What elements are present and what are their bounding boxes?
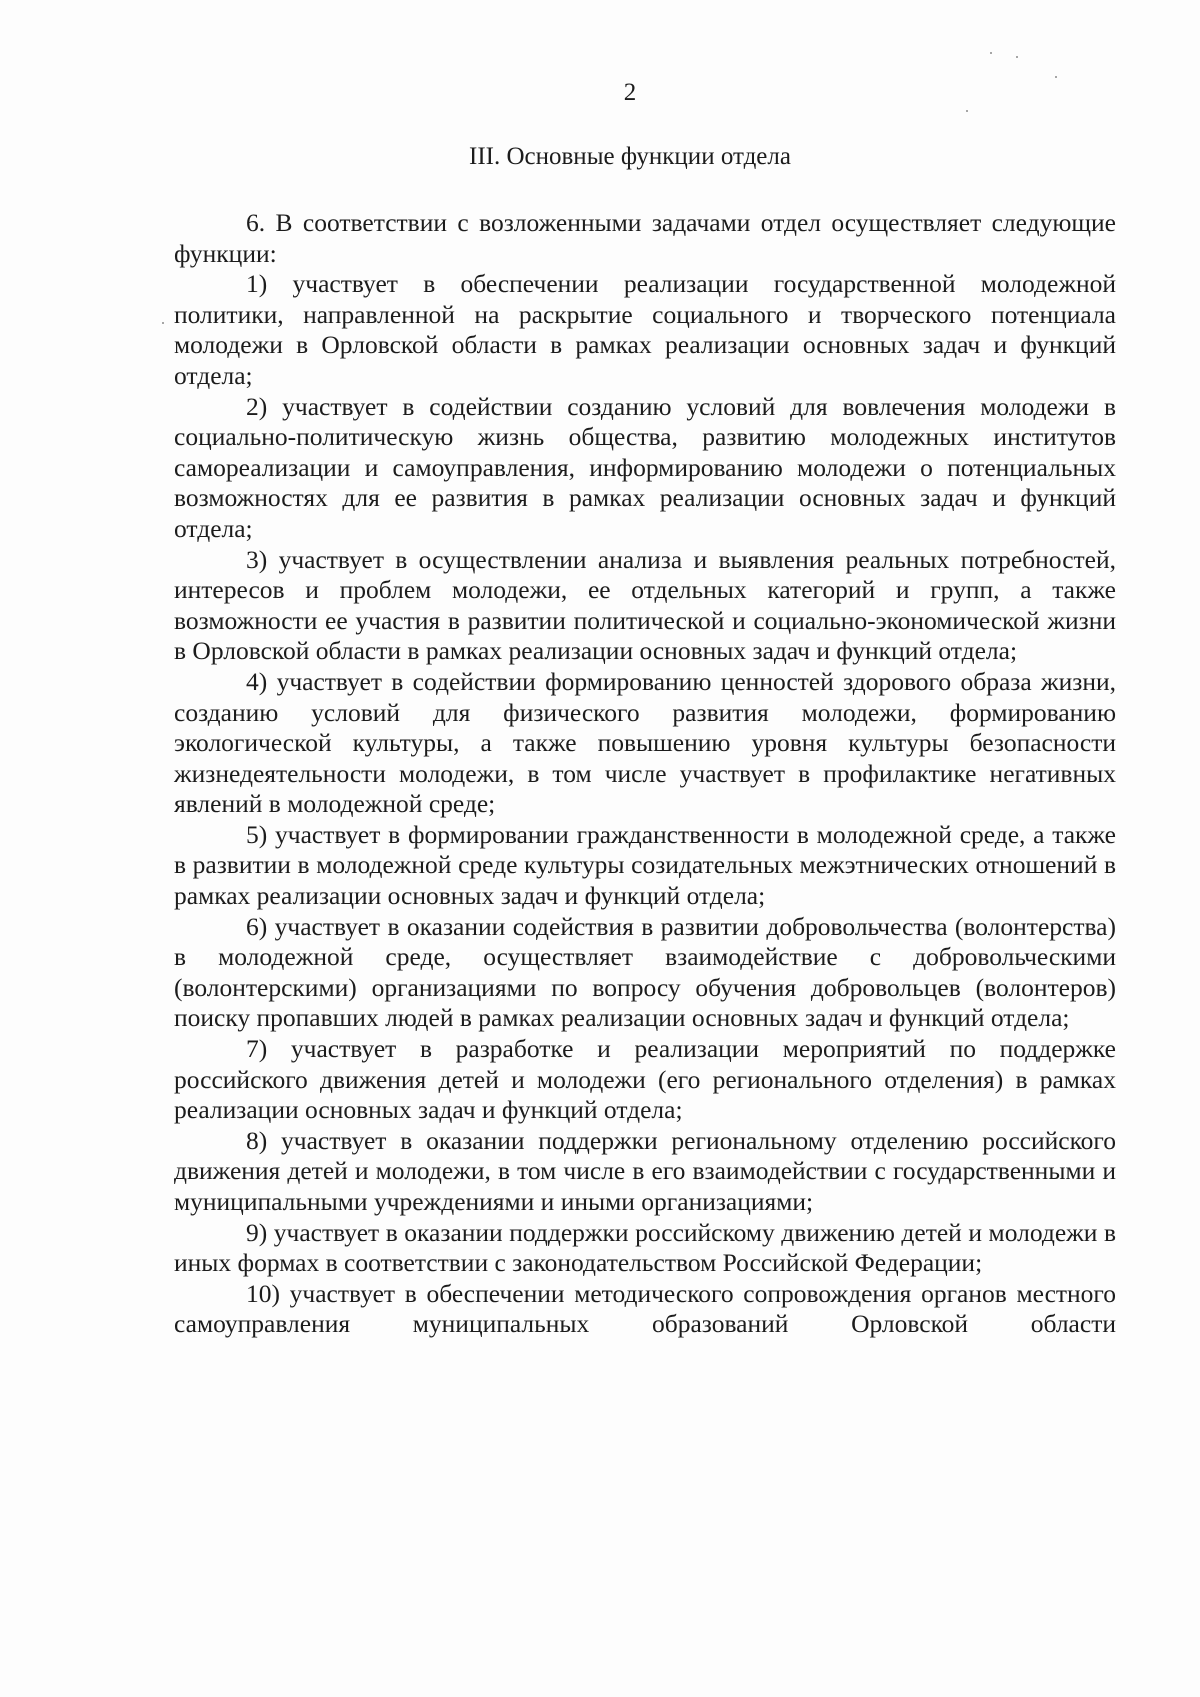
document-body [174,208,1116,1340]
scan-speck [1016,56,1018,58]
function-item-7: 7) участвует в разработке и реализации мероприятий по поддержке российского движения детей и молодежи (его регионального отделения) в рамках реализации основных задач и функций отдела; [174,1034,1116,1125]
function-item-5: 5) участвует в формировании гражданственности в молодежной среде, а также в развитии в молодежной среде культуры созидательных межэтнических отношений в рамках реализации основных задач и функций отдела; [174,819,1116,911]
section-heading: III. Основные функции отдела [469,143,791,170]
function-item-2: 2) участвует в содействии созданию условий для вовлечения молодежи в социально-политическую жизнь общества, развитию молодежных институтов самореализации и самоуправления, информированию молодежи о потенциальных возможностях для ее развития в рамках реализации основных задач и функций отдела; [174,391,1116,543]
function-item-6: 6) участвует в оказании содействия в развитии добровольчества (волонтерства) в молодежной среде, осуществляет взаимодействие с добровольческими (волонтерскими) организациями по вопросу обучения добровольцев (волонтеров) поиску пропавших людей в рамках реализации основных задач и функций отдела; [174,911,1116,1033]
function-item-4: 4) участвует в содействии формированию ценностей здорового образа жизни, созданию условий для физического развития молодежи, формированию экологической культуры, а также повышению уровня культуры безопасности жизнедеятельности молодежи, в том числе участвует в профилактике негативных явлений в молодежной среде; [174,666,1116,819]
scan-speck [966,110,968,112]
function-item-1: 1) участвует в обеспечении реализации государственной молодежной политики, направленной на раскрытие социального и творческого потенциала молодежи в Орловской области в рамках реализации основных задач и функций отдела; [174,269,1116,390]
scan-speck [1055,76,1057,78]
function-item-8: 8) участвует в оказании поддержки региональному отделению российского движения детей и молодежи, в том числе в его взаимодействии с государственными и муниципальными учреждениями и иными организациями; [174,1125,1116,1216]
scan-speck [162,322,164,324]
page-number: 2 [623,79,637,106]
intro-paragraph: 6. В соответствии с возложенными задачами отдел осуществляет следующие функции: [174,208,1116,268]
scan-speck [990,52,992,54]
function-item-10: 10) участвует в обеспечении методического сопровождения органов местного самоуправления муниципальных образований Орловской области [174,1278,1116,1339]
function-item-9: 9) участвует в оказании поддержки российскому движению детей и молодежи в иных формах в соответствии с законодательством Российской Федерации; [174,1217,1116,1278]
function-item-3: 3) участвует в осуществлении анализа и выявления реальных потребностей, интересов и проблем молодежи, ее отдельных категорий и групп, а также возможности ее участия в развитии политической и социально-экономической жизни в Орловской области в рамках реализации основных задач и функций отдела; [174,544,1116,666]
